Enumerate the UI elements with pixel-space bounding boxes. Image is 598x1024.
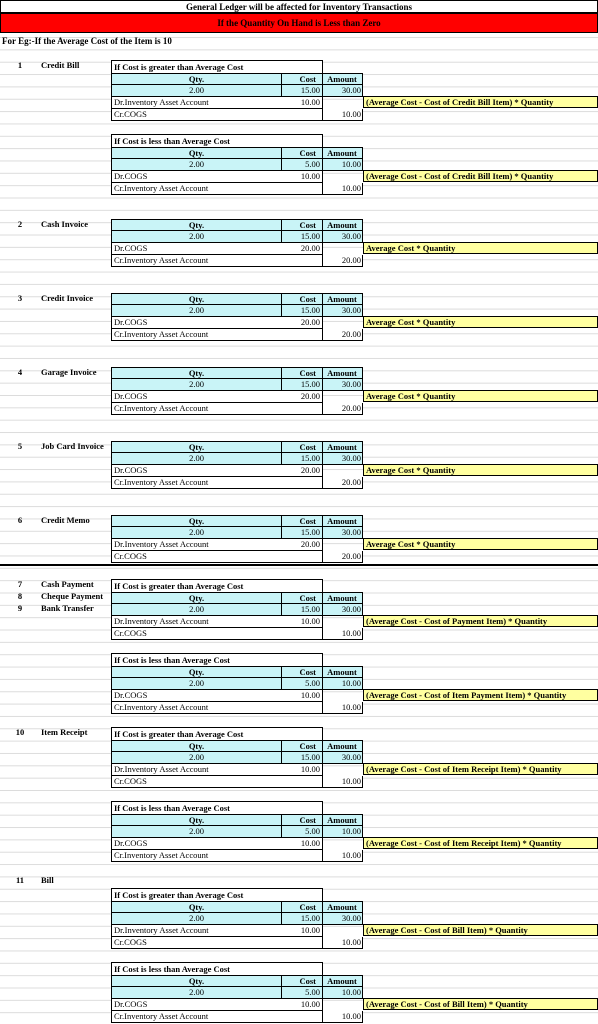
- debit-row: [111, 690, 323, 702]
- section-label: Credit Bill: [41, 60, 80, 70]
- qty-value: 2.00: [112, 305, 282, 316]
- qty-header: Qty.: [112, 815, 282, 825]
- amount-header: Amount: [327, 442, 357, 452]
- amount-value: 10.00: [341, 987, 361, 997]
- qty-value: 2.00: [112, 987, 282, 998]
- credit-account: Cr.Inventory Asset Account: [112, 702, 323, 713]
- cost-header: Cost: [282, 516, 323, 526]
- condition-label: If Cost is less than Average Cost: [111, 962, 323, 975]
- amount-value: 30.00: [341, 231, 361, 241]
- credit-account: Cr.COGS: [112, 937, 323, 948]
- amount-header: Amount: [327, 976, 357, 986]
- cost-header: Cost: [282, 902, 323, 912]
- section-number: 7: [17, 579, 23, 589]
- table-header-row: [111, 666, 363, 678]
- section-label: Bill: [41, 875, 54, 885]
- credit-account: Cr.COGS: [112, 551, 323, 562]
- qty-value: 2.00: [112, 826, 282, 837]
- credit-row: [111, 628, 363, 640]
- table-header-row: [111, 901, 363, 913]
- credit-value: 10.00: [341, 937, 361, 947]
- qty-header: Qty.: [112, 74, 282, 84]
- debit-account: Dr.Inventory Asset Account: [114, 616, 209, 626]
- formula-note: (Average Cost - Cost of Item Receipt Item) * Quantity: [363, 763, 598, 775]
- debit-account: Dr.Inventory Asset Account: [114, 925, 209, 935]
- amount-header: Amount: [327, 741, 357, 751]
- credit-row: [111, 702, 363, 714]
- cost-value: 15.00: [282, 305, 323, 316]
- section-number: 3: [17, 293, 23, 303]
- table-header-row: [111, 515, 363, 527]
- condition-label: If Cost is greater than Average Cost: [111, 727, 323, 740]
- table-header-row: [111, 73, 363, 85]
- table-value-row: [111, 231, 363, 243]
- cost-value: 15.00: [282, 604, 323, 615]
- debit-value: 20.00: [282, 539, 323, 550]
- debit-value: 20.00: [282, 465, 323, 476]
- debit-account: Dr.Inventory Asset Account: [114, 764, 209, 774]
- cost-value: 5.00: [282, 678, 323, 689]
- cost-value: 15.00: [282, 752, 323, 763]
- condition-label: If Cost is greater than Average Cost: [111, 579, 323, 592]
- cost-value: 5.00: [282, 159, 323, 170]
- credit-account: Cr.Inventory Asset Account: [112, 329, 323, 340]
- credit-row: [111, 255, 363, 267]
- table-value-row: [111, 752, 363, 764]
- condition-label: If Cost is less than Average Cost: [111, 801, 323, 814]
- amount-value: 30.00: [341, 913, 361, 923]
- credit-account: Cr.COGS: [112, 776, 323, 787]
- sheet-title: General Ledger will be affected for Inventory Transactions: [0, 0, 598, 13]
- amount-header: Amount: [327, 516, 357, 526]
- amount-value: 30.00: [341, 453, 361, 463]
- amount-header: Amount: [327, 902, 357, 912]
- cost-header: Cost: [282, 294, 323, 304]
- qty-header: Qty.: [112, 220, 282, 230]
- cost-header: Cost: [282, 815, 323, 825]
- sheet-subtitle: If the Quantity On Hand is Less than Zero: [0, 13, 598, 33]
- section-label: Credit Memo: [41, 515, 90, 525]
- table-header-row: [111, 441, 363, 453]
- cost-value: 15.00: [282, 85, 323, 96]
- section-label: Cash Payment: [41, 579, 94, 589]
- cost-value: 15.00: [282, 453, 323, 464]
- debit-row: [111, 171, 323, 183]
- amount-value: 30.00: [341, 379, 361, 389]
- table-value-row: [111, 159, 363, 171]
- debit-account: Dr.COGS: [114, 317, 148, 327]
- formula-note: Average Cost * Quantity: [363, 538, 598, 550]
- condition-label: If Cost is less than Average Cost: [111, 134, 323, 147]
- amount-header: Amount: [327, 294, 357, 304]
- table-value-row: [111, 305, 363, 317]
- credit-row: [111, 183, 363, 195]
- amount-value: 30.00: [341, 527, 361, 537]
- debit-value: 10.00: [282, 616, 323, 627]
- debit-account: Dr.COGS: [114, 391, 148, 401]
- amount-header: Amount: [327, 667, 357, 677]
- qty-value: 2.00: [112, 159, 282, 170]
- formula-note: (Average Cost - Cost of Payment Item) * Quantity: [363, 615, 598, 627]
- formula-note: Average Cost * Quantity: [363, 390, 598, 402]
- qty-header: Qty.: [112, 368, 282, 378]
- condition-label: If Cost is greater than Average Cost: [111, 888, 323, 901]
- debit-value: 10.00: [282, 764, 323, 775]
- formula-note: (Average Cost - Cost of Credit Bill Item) * Quantity: [363, 96, 598, 108]
- debit-row: [111, 764, 323, 776]
- debit-value: 10.00: [282, 171, 323, 182]
- section-number: 1: [17, 60, 23, 70]
- debit-value: 20.00: [282, 243, 323, 254]
- debit-account: Dr.Inventory Asset Account: [114, 539, 209, 549]
- section-label: Garage Invoice: [41, 367, 97, 377]
- section-number: 5: [17, 441, 23, 451]
- amount-value: 30.00: [341, 752, 361, 762]
- cost-value: 5.00: [282, 826, 323, 837]
- cost-header: Cost: [282, 741, 323, 751]
- cost-value: 15.00: [282, 231, 323, 242]
- table-header-row: [111, 367, 363, 379]
- condition-label: If Cost is less than Average Cost: [111, 653, 323, 666]
- amount-header: Amount: [327, 593, 357, 603]
- debit-account: Dr.COGS: [114, 243, 148, 253]
- qty-header: Qty.: [112, 902, 282, 912]
- debit-row: [111, 616, 323, 628]
- credit-row: [111, 551, 363, 563]
- example-note: For Eg:-If the Average Cost of the Item is 10: [2, 36, 172, 46]
- table-value-row: [111, 453, 363, 465]
- qty-header: Qty.: [112, 667, 282, 677]
- qty-header: Qty.: [112, 976, 282, 986]
- amount-value: 10.00: [341, 826, 361, 836]
- section-number: 4: [17, 367, 23, 377]
- amount-header: Amount: [327, 148, 357, 158]
- table-value-row: [111, 604, 363, 616]
- qty-value: 2.00: [112, 913, 282, 924]
- credit-value: 20.00: [341, 329, 361, 339]
- cost-header: Cost: [282, 593, 323, 603]
- amount-header: Amount: [327, 815, 357, 825]
- formula-note: (Average Cost - Cost of Item Receipt Item) * Quantity: [363, 837, 598, 849]
- table-header-row: [111, 975, 363, 987]
- debit-row: [111, 999, 323, 1011]
- qty-value: 2.00: [112, 678, 282, 689]
- qty-header: Qty.: [112, 148, 282, 158]
- table-value-row: [111, 85, 363, 97]
- formula-note: (Average Cost - Cost of Bill Item) * Quantity: [363, 998, 598, 1010]
- debit-row: [111, 97, 323, 109]
- cost-value: 15.00: [282, 527, 323, 538]
- formula-note: Average Cost * Quantity: [363, 242, 598, 254]
- credit-value: 20.00: [341, 477, 361, 487]
- debit-value: 10.00: [282, 838, 323, 849]
- amount-value: 10.00: [341, 678, 361, 688]
- debit-value: 20.00: [282, 317, 323, 328]
- condition-label: If Cost is greater than Average Cost: [111, 60, 323, 73]
- credit-value: 10.00: [341, 183, 361, 193]
- section-label: Cheque Payment: [41, 591, 104, 601]
- amount-header: Amount: [327, 74, 357, 84]
- credit-account: Cr.COGS: [112, 109, 323, 120]
- qty-header: Qty.: [112, 516, 282, 526]
- debit-row: [111, 243, 323, 255]
- cost-header: Cost: [282, 976, 323, 986]
- qty-value: 2.00: [112, 604, 282, 615]
- debit-account: Dr.COGS: [114, 999, 148, 1009]
- qty-value: 2.00: [112, 379, 282, 390]
- credit-value: 20.00: [341, 551, 361, 561]
- cost-header: Cost: [282, 148, 323, 158]
- debit-account: Dr.COGS: [114, 465, 148, 475]
- credit-account: Cr.Inventory Asset Account: [112, 183, 323, 194]
- credit-row: [111, 850, 363, 862]
- formula-note: Average Cost * Quantity: [363, 316, 598, 328]
- formula-note: (Average Cost - Cost of Credit Bill Item) * Quantity: [363, 170, 598, 182]
- amount-value: 10.00: [341, 159, 361, 169]
- credit-row: [111, 1011, 363, 1023]
- table-value-row: [111, 987, 363, 999]
- table-value-row: [111, 527, 363, 539]
- section-label: Job Card Invoice: [41, 441, 104, 451]
- table-header-row: [111, 147, 363, 159]
- section-divider: [0, 564, 598, 566]
- table-header-row: [111, 592, 363, 604]
- debit-value: 10.00: [282, 690, 323, 701]
- debit-account: Dr.COGS: [114, 838, 148, 848]
- debit-account: Dr.COGS: [114, 171, 148, 181]
- qty-value: 2.00: [112, 752, 282, 763]
- section-label: Credit Invoice: [41, 293, 94, 303]
- table-value-row: [111, 678, 363, 690]
- section-number: 8: [17, 591, 23, 601]
- formula-note: Average Cost * Quantity: [363, 464, 598, 476]
- section-label: Bank Transfer: [41, 603, 94, 613]
- debit-row: [111, 925, 323, 937]
- credit-value: 10.00: [341, 628, 361, 638]
- credit-account: Cr.Inventory Asset Account: [112, 255, 323, 266]
- debit-account: Dr.Inventory Asset Account: [114, 97, 209, 107]
- qty-header: Qty.: [112, 294, 282, 304]
- debit-row: [111, 391, 323, 403]
- credit-value: 20.00: [341, 403, 361, 413]
- debit-value: 10.00: [282, 999, 323, 1010]
- cost-value: 15.00: [282, 913, 323, 924]
- section-label: Cash Invoice: [41, 219, 88, 229]
- qty-value: 2.00: [112, 231, 282, 242]
- credit-row: [111, 477, 363, 489]
- section-label: Item Receipt: [41, 727, 88, 737]
- credit-value: 10.00: [341, 776, 361, 786]
- debit-value: 10.00: [282, 97, 323, 108]
- cost-value: 15.00: [282, 379, 323, 390]
- credit-value: 10.00: [341, 1011, 361, 1021]
- debit-row: [111, 838, 323, 850]
- section-number: 11: [15, 875, 25, 885]
- cost-header: Cost: [282, 368, 323, 378]
- amount-value: 30.00: [341, 85, 361, 95]
- credit-value: 10.00: [341, 850, 361, 860]
- credit-row: [111, 937, 363, 949]
- credit-account: Cr.Inventory Asset Account: [112, 477, 323, 488]
- table-value-row: [111, 826, 363, 838]
- debit-row: [111, 465, 323, 477]
- credit-row: [111, 776, 363, 788]
- credit-value: 10.00: [341, 702, 361, 712]
- credit-account: Cr.COGS: [112, 628, 323, 639]
- debit-row: [111, 539, 323, 551]
- qty-header: Qty.: [112, 593, 282, 603]
- table-header-row: [111, 740, 363, 752]
- debit-account: Dr.COGS: [114, 690, 148, 700]
- section-number: 6: [17, 515, 23, 525]
- amount-value: 30.00: [341, 604, 361, 614]
- credit-account: Cr.Inventory Asset Account: [112, 403, 323, 414]
- credit-row: [111, 403, 363, 415]
- amount-value: 30.00: [341, 305, 361, 315]
- qty-header: Qty.: [112, 442, 282, 452]
- credit-account: Cr.Inventory Asset Account: [112, 850, 323, 861]
- debit-value: 10.00: [282, 925, 323, 936]
- cost-header: Cost: [282, 74, 323, 84]
- table-header-row: [111, 293, 363, 305]
- credit-value: 20.00: [341, 255, 361, 265]
- amount-header: Amount: [327, 220, 357, 230]
- credit-value: 10.00: [341, 109, 361, 119]
- qty-header: Qty.: [112, 741, 282, 751]
- credit-row: [111, 329, 363, 341]
- cost-value: 5.00: [282, 987, 323, 998]
- credit-row: [111, 109, 363, 121]
- cost-header: Cost: [282, 442, 323, 452]
- table-header-row: [111, 219, 363, 231]
- cost-header: Cost: [282, 667, 323, 677]
- cost-header: Cost: [282, 220, 323, 230]
- amount-header: Amount: [327, 368, 357, 378]
- formula-note: (Average Cost - Cost of Item Payment Item) * Quantity: [363, 689, 598, 701]
- section-number: 10: [15, 727, 25, 737]
- table-value-row: [111, 913, 363, 925]
- table-header-row: [111, 814, 363, 826]
- table-value-row: [111, 379, 363, 391]
- debit-row: [111, 317, 323, 329]
- credit-account: Cr.Inventory Asset Account: [112, 1011, 323, 1022]
- qty-value: 2.00: [112, 453, 282, 464]
- section-number: 2: [17, 219, 23, 229]
- formula-note: (Average Cost - Cost of Bill Item) * Quantity: [363, 924, 598, 936]
- qty-value: 2.00: [112, 85, 282, 96]
- qty-value: 2.00: [112, 527, 282, 538]
- debit-value: 20.00: [282, 391, 323, 402]
- section-number: 9: [17, 603, 23, 613]
